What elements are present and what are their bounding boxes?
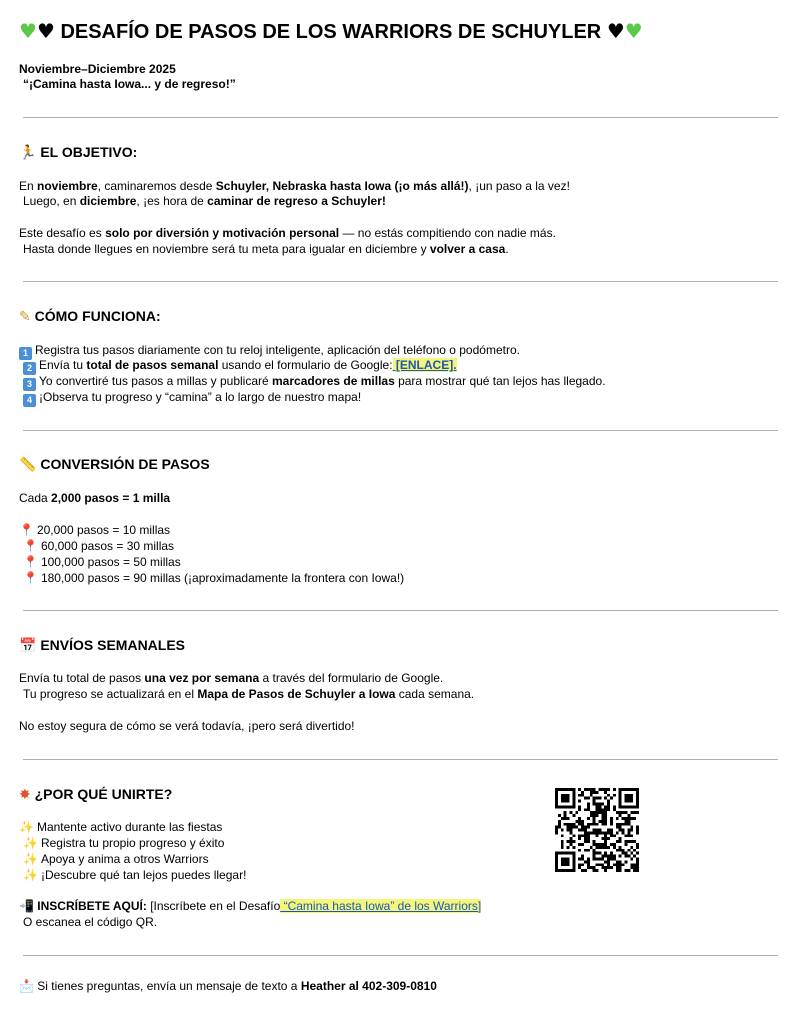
- text-bold: Schuyler, Nebraska hasta Iowa (¡o más allá!): [215, 179, 469, 193]
- green-heart-icon: ♥: [624, 19, 643, 43]
- calendar-icon: 📅: [19, 638, 37, 654]
- text: ¡Observa tu progreso y “camina” a lo largo de nuestro mapa!: [39, 390, 362, 404]
- text: Registra tu propio progreso y éxito: [40, 836, 225, 850]
- contact-line: [19, 978, 437, 994]
- memo-icon: ✎: [19, 309, 31, 325]
- conversion-item: [19, 554, 181, 570]
- heading-text: EL OBJETIVO:: [40, 144, 138, 160]
- text: cada semana.: [395, 687, 475, 701]
- text: [Inscríbete en el Desafío: [146, 899, 281, 913]
- green-heart-icon: ♥: [19, 19, 37, 43]
- text: 180,000 pasos = 90 millas (¡aproximadamente la frontera con Iowa!): [40, 571, 405, 585]
- text: , ¡es hora de: [136, 194, 208, 208]
- signup-link[interactable]: “Camina hasta Iowa” de los Warriors]: [280, 899, 482, 913]
- text: — no estás compitiendo con nadie más.: [339, 226, 556, 240]
- sparkles-icon: ✨: [23, 836, 38, 850]
- pin-icon: 📍: [23, 555, 38, 569]
- conversion-item: [19, 538, 174, 554]
- text: Mantente activo durante las fiestas: [36, 820, 223, 834]
- signup-line: [19, 898, 481, 914]
- date-range: Noviembre–Diciembre 2025: [19, 62, 176, 76]
- conversion-item: [19, 570, 404, 586]
- divider: [23, 117, 778, 118]
- text-bold: noviembre: [37, 179, 98, 193]
- text-bold: diciembre: [79, 194, 137, 208]
- divider: [23, 281, 778, 282]
- heading-text: CÓMO FUNCIONA:: [34, 308, 161, 324]
- number-1-icon: 1: [19, 347, 32, 360]
- text-bold: una vez por semana: [144, 671, 260, 685]
- text: ¡Descubre qué tan lejos puedes llegar!: [40, 868, 247, 882]
- conversion-item: [19, 522, 170, 538]
- qr-code[interactable]: [555, 788, 639, 872]
- benefit-item: [19, 819, 222, 835]
- sparkles-icon: ✨: [23, 868, 38, 882]
- text-bold: marcadores de millas: [272, 374, 395, 388]
- text: Envía tu: [39, 358, 87, 372]
- pin-icon: 📍: [23, 539, 38, 553]
- text: Envía tu total de pasos: [19, 671, 145, 685]
- text: .: [505, 242, 509, 256]
- divider: [23, 430, 778, 431]
- divider: [23, 610, 778, 611]
- step-4: [19, 389, 361, 407]
- text: usando el formulario de Google:: [218, 358, 393, 372]
- envios-paragraph-2: [19, 686, 474, 702]
- text: Registra tus pasos diariamente con tu reloj inteligente, aplicación del teléfono o podómetro.: [35, 343, 520, 357]
- section-heading-conversion: [19, 455, 210, 474]
- number-2-icon: 2: [23, 362, 36, 375]
- heading-text: CONVERSIÓN DE PASOS: [40, 456, 210, 472]
- text: Tu progreso se actualizará en el: [23, 687, 198, 701]
- signup-label: INSCRÍBETE AQUÍ:: [37, 899, 147, 913]
- text-bold: solo por diversión y motivación personal: [105, 226, 340, 240]
- heading-text: ENVÍOS SEMANALES: [40, 637, 186, 653]
- benefit-item: [19, 835, 224, 851]
- pin-icon: 📍: [23, 571, 38, 585]
- text-bold: Mapa de Pasos de Schuyler a Iowa: [197, 687, 396, 701]
- text-bold: 2,000 pasos = 1 milla: [51, 491, 171, 505]
- section-heading-envios: [19, 636, 185, 655]
- text-bold: volver a casa: [429, 242, 506, 256]
- text: Apoya y anima a otros Warriors: [40, 852, 209, 866]
- subtitle: [19, 62, 236, 92]
- collision-icon: ✸: [19, 787, 31, 803]
- sparkles-icon: ✨: [19, 820, 34, 834]
- objetivo-paragraph-1: [19, 178, 570, 194]
- section-heading-unirte: [19, 785, 172, 804]
- qr-instruction: O escanea el código QR.: [23, 915, 158, 929]
- text: En: [19, 179, 38, 193]
- black-heart-icon: ♥: [606, 19, 625, 43]
- ruler-icon: 📏: [19, 457, 37, 473]
- enlace-link[interactable]: [ENLACE].: [392, 358, 457, 372]
- text-bold: Heather al 402-309-0810: [300, 979, 437, 993]
- text: Si tienes preguntas, envía un mensaje de texto a: [37, 979, 301, 993]
- objetivo-paragraph-3: [19, 225, 556, 241]
- heading-text: ¿POR QUÉ UNIRTE?: [34, 786, 173, 802]
- page-title: [19, 19, 643, 44]
- text: Hasta donde llegues en noviembre será tu meta para igualar en diciembre y: [23, 242, 430, 256]
- benefit-item: [19, 867, 246, 883]
- envios-paragraph-3: No estoy segura de cómo se verá todavía, ¡pero será divertido!: [19, 719, 355, 733]
- divider: [23, 955, 778, 956]
- mobile-phone-arrow-icon: 📲: [19, 899, 34, 913]
- divider: [23, 759, 778, 760]
- sparkles-icon: ✨: [23, 852, 38, 866]
- text: 20,000 pasos = 10 millas: [36, 523, 171, 537]
- conversion-rate: [19, 490, 170, 506]
- text: , caminaremos desde: [97, 179, 216, 193]
- number-3-icon: 3: [23, 378, 36, 391]
- tagline: “¡Camina hasta Iowa... y de regreso!”: [23, 77, 236, 91]
- objetivo-paragraph-4: [19, 241, 509, 257]
- text: 60,000 pasos = 30 millas: [40, 539, 175, 553]
- benefit-item: [19, 851, 209, 867]
- text: Este desafío es: [19, 226, 106, 240]
- text: a través del formulario de Google.: [259, 671, 444, 685]
- title-text: DESAFÍO DE PASOS DE LOS WARRIORS DE SCHUYLER: [60, 21, 602, 43]
- text: Luego, en: [23, 194, 80, 208]
- text: , ¡un paso a la vez!: [468, 179, 570, 193]
- text: Cada: [19, 491, 52, 505]
- pin-icon: 📍: [19, 523, 34, 537]
- envios-paragraph-1: [19, 670, 443, 686]
- text: 100,000 pasos = 50 millas: [40, 555, 181, 569]
- number-4-icon: 4: [23, 394, 36, 407]
- black-heart-icon: ♥: [36, 19, 55, 43]
- text: Yo convertiré tus pasos a millas y publicaré: [39, 374, 273, 388]
- section-heading-funciona: [19, 307, 161, 326]
- text-bold: caminar de regreso a Schuyler!: [207, 194, 386, 208]
- section-heading-objetivo: [19, 143, 137, 162]
- text-bold: total de pasos semanal: [86, 358, 219, 372]
- text: para mostrar qué tan lejos has llegado.: [394, 374, 606, 388]
- mailbox-icon: 📩: [19, 979, 34, 993]
- runner-icon: 🏃: [19, 145, 37, 161]
- objetivo-paragraph-2: [19, 193, 386, 209]
